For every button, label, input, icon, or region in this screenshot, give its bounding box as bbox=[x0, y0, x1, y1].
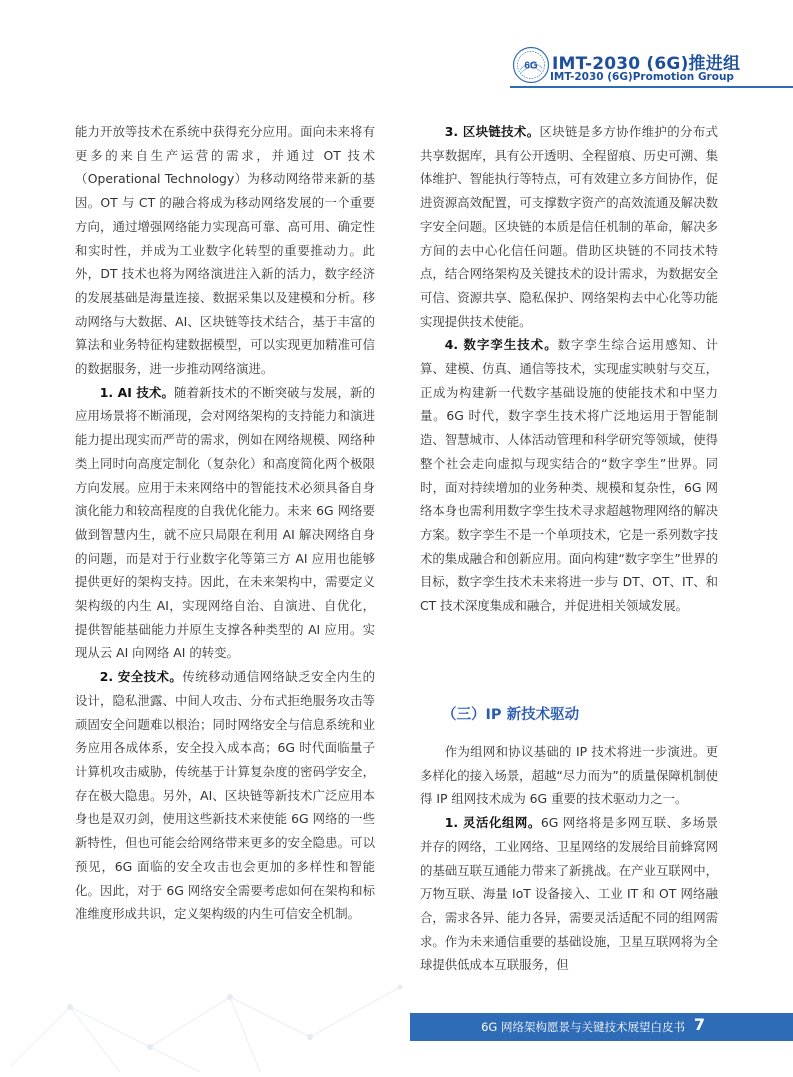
header-title: IMT-2030 (6G)推进组 bbox=[552, 54, 741, 74]
body-ai: 随着新技术的不断突破与发展，新的应用场景将不断涌现，会对网络架构的支持能力和演进能力提出现实而严苛的需求，例如在网络规模、网络种类上同时向高度定制化（复杂化）和高度简化两个极限方向发展。应用于未来网络中的智能技术必须具备自身演化能力和较高程度的自我优化能力。未来 6G 网络要做到智慧内生，就不应只局限在利用 AI 解决网络自身的问题，而是对于行业数字化等第三方 AI 应用也能够提供更好的架构支持。因此，在未来架构中，需要定义架构级的内生 AI，实现网络自治、自演进、自优化，提供智能基础能力并原生支撑各种类型的 AI 应用。实现从云 AI 向网络 AI 的转变。 bbox=[75, 384, 375, 661]
logo-text: 6G bbox=[524, 60, 538, 72]
body-digital-twin: 数字孪生综合运用感知、计算、建模、仿真、通信等技术，实现虚实映射与交互，正成为构建新一代数字基础设施的使能技术和中坚力量。6G 时代，数字孪生技术将广泛地运用于智能制造、智慧城市、人体活动管理和科学研究等领域，使得整个社会走向虚拟与现实结合的“数字孪生”世界。同时，面对持续增加的业务种类、规模和复杂性，6G 网络本身也需利用数字孪生技术寻求超越物理网络的解决方案。数字孪生不是一个单项技术，它是一系列数字技术的集成融合和创新应用。面向构建“数字孪生”世界的目标，数字孪生技术未来将进一步与 DT、OT、IT、和 CT 技术深度集成和融合，并促进相关领域发展。 bbox=[420, 337, 718, 614]
paragraph-ot-dt: 能力开放等技术在系统中获得充分应用。面向未来将有更多的来自生产运营的需求，并通过 OT 技术（Operational Technology）为移动网络带来新的基因。OT 与 CT 的融合将成为移动网络发展的一个重要方向，通过增强网络能力实现高可靠、高可用、确定性和实时性，并成为工业数字化转型的重要推动力。此外，DT 技术也将为网络演进注入新的活力，数字经济的发展基础是海量连接、数据采集以及建模和分析。移动网络与大数据、AI、区块链等技术结合，基于丰富的算法和业务特征构建数据模型，可以实现更加精准可信的数据服务，进一步推动网络演进。 bbox=[75, 124, 375, 377]
footer-network-decoration bbox=[0, 967, 440, 1077]
heading-blockchain: 3. 区块链技术。 bbox=[444, 124, 540, 139]
paragraph-flexible-networking bbox=[420, 811, 718, 977]
heading-ai: 1. AI 技术。 bbox=[99, 384, 175, 400]
section-title-ip: （三）IP 新技术驱动 bbox=[442, 707, 580, 723]
right-column bbox=[420, 120, 718, 618]
left-column bbox=[75, 120, 375, 926]
heading-security: 2. 安全技术。 bbox=[99, 669, 183, 685]
footer-document-title: 6G 网络架构愿景与关键技术展望白皮书 bbox=[481, 1020, 685, 1034]
heading-digital-twin: 4. 数字孪生技术。 bbox=[444, 337, 558, 353]
body-blockchain: 区块链是多方协作维护的分布式共享数据库，具有公开透明、全程留痕、历史可溯、集体维护、智能执行等特点，可有效建立多方间协作，促进资源高效配置，可支撑数字资产的高效流通及解决数字安全问题。区块链的本质是信任机制的革命，解决多方间的去中心化信任问题。借助区块链的不同技术特点，结合网络架构及关键技术的设计需求，为数据安全可信、资源共享、隐私保护、网络架构去中心化等功能实现提供技术使能。 bbox=[420, 124, 718, 329]
header-subtitle: IMT-2030 (6G)Promotion Group bbox=[550, 71, 734, 83]
paragraph-digital-twin bbox=[420, 333, 718, 617]
right-column-lower bbox=[420, 740, 718, 977]
header-divider bbox=[510, 86, 793, 88]
paragraph-ai bbox=[75, 381, 375, 665]
page-number: 7 bbox=[693, 1015, 705, 1034]
body-flexible-networking: 6G 网络将是多网互联、多场景并存的网络，工业网络、卫星网络的发展给目前蜂窝网的基础互联互通能力带来了新挑战。在产业互联网中，万物互联、海量 IoT 设备接入、工业 IT 和 OT 网络融合，需求各异、能力各异，需要灵活适配不同的组网需求。作为未来通信重要的基础设施，卫星互联网将为全球提供低成本互联服务，但 bbox=[420, 815, 718, 973]
heading-flexible-networking: 1. 灵活化组网。 bbox=[444, 815, 541, 831]
paragraph-blockchain bbox=[420, 120, 718, 333]
imt2030-logo-icon bbox=[512, 46, 550, 84]
body-security: 传统移动通信网络缺乏安全内生的设计，隐私泄露、中间人攻击、分布式拒绝服务攻击等顽固安全问题难以根治；同时网络安全与信息系统和业务应用各成体系，安全投入成本高；6G 时代面临量子计算机攻击威胁，传统基于计算复杂度的密码学安全，存在极大隐患。另外，AI、区块链等新技术广泛应用本身也是双刃剑，使用这些新技术来使能 6G 网络的一些新特性，但也可能会给网络带来更多的安全隐患。可以预见，6G 面临的安全攻击也会更加的多样性和智能化。因此，对于 6G 网络安全需要考虑如何在架构和标准维度形成共识，定义架构级的内生可信安全机制。 bbox=[75, 669, 375, 922]
paragraph-security bbox=[75, 665, 375, 926]
paragraph-ip-intro: 作为组网和协议基础的 IP 技术将进一步演进。更多样化的接入场景，超越“尽力而为”的质量保障机制使得 IP 组网技术成为 6G 重要的技术驱动力之一。 bbox=[420, 744, 718, 807]
